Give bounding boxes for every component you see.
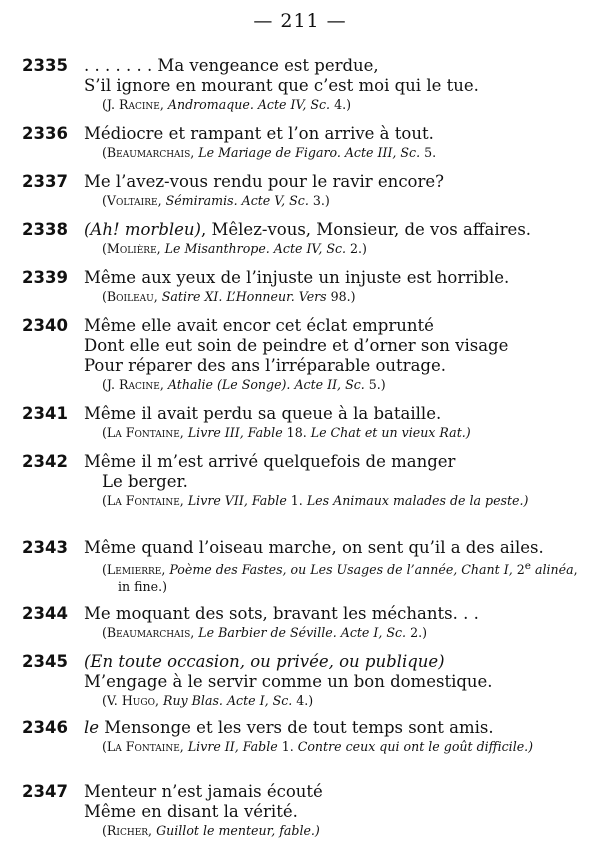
quote-line: Me l’avez-vous rendu pour le ravir encore? (84, 172, 444, 191)
entry-number: 2342 (22, 452, 68, 471)
entry-number: 2344 (22, 604, 68, 623)
entry-number: 2343 (22, 538, 68, 557)
quote-line: . . . . . . . Ma vengeance est perdue, (84, 56, 379, 75)
source-citation: (La Fontaine, Livre III, Fable 18. Le Chat et un vieux Rat.) (102, 425, 471, 440)
quote-line: M’engage à le servir comme un bon domestique. (84, 672, 493, 691)
quote-line: Le berger. (102, 472, 188, 491)
source-citation: (Beaumarchais, Le Barbier de Séville. Acte I, Sc. 2.) (102, 625, 427, 640)
entry-body (84, 220, 586, 257)
page-number: — 211 — (253, 10, 347, 32)
source-citation: (Lemierre, Poème des Fastes, ou Les Usages de l’année, Chant I, 2e alinéa, in fine.) (102, 560, 578, 595)
quote-line: Médiocre et rampant et l’on arrive à tout. (84, 124, 434, 143)
quote-line: (En toute occasion, ou privée, ou publique) (84, 652, 445, 671)
entry-body (84, 782, 586, 839)
entry-number: 2347 (22, 782, 68, 801)
entry-body (84, 268, 586, 305)
entry-number: 2337 (22, 172, 68, 191)
quote-line: Dont elle eut soin de peindre et d’orner son visage (84, 336, 509, 355)
source-citation: (Beaumarchais, Le Mariage de Figaro. Acte III, Sc. 5. (102, 145, 437, 160)
entry-number: 2339 (22, 268, 68, 287)
quote-line: Même quand l’oiseau marche, on sent qu’il a des ailes. (84, 538, 544, 557)
source-citation: (J. Racine, Athalie (Le Songe). Acte II, Sc. 5.) (102, 377, 386, 392)
source-citation: (La Fontaine, Livre II, Fable 1. Contre ceux qui ont le goût difficile.) (102, 739, 534, 754)
entry-body (84, 316, 586, 393)
entry-number: 2346 (22, 718, 68, 737)
entry-body (84, 56, 586, 113)
source-citation: (Richer, Guillot le menteur, fable.) (102, 823, 320, 838)
source-citation: (V. Hugo, Ruy Blas. Acte I, Sc. 4.) (102, 693, 314, 708)
entry-body (84, 604, 586, 641)
entry-number: 2341 (22, 404, 68, 423)
entry-body (84, 652, 586, 709)
quote-line: le Mensonge et les vers de tout temps sont amis. (84, 718, 494, 737)
source-citation: (Molière, Le Misanthrope. Acte IV, Sc. 2.) (102, 241, 367, 256)
quote-line: Même elle avait encor cet éclat emprunté (84, 316, 434, 335)
source-citation: (J. Racine, Andromaque. Acte IV, Sc. 4.) (102, 97, 352, 112)
entry-body (84, 538, 586, 595)
quote-line: Même il m’est arrivé quelquefois de manger (84, 452, 456, 471)
quote-line: Me moquant des sots, bravant les méchants. . . (84, 604, 479, 623)
source-citation: (Boileau, Satire XI. L’Honneur. Vers 98.) (102, 289, 356, 304)
source-citation: (La Fontaine, Livre VII, Fable 1. Les Animaux malades de la peste.) (102, 493, 529, 508)
source-citation: (Voltaire, Sémiramis. Acte V, Sc. 3.) (102, 193, 330, 208)
entry-body (84, 718, 586, 755)
quote-line: Pour réparer des ans l’irréparable outrage. (84, 356, 446, 375)
entry-body (84, 124, 586, 161)
entry-number: 2335 (22, 56, 68, 75)
entry-number: 2336 (22, 124, 68, 143)
entry-number: 2345 (22, 652, 68, 671)
entry-number: 2340 (22, 316, 68, 335)
quote-line: Menteur n’est jamais écouté (84, 782, 323, 801)
entry-body (84, 404, 586, 441)
quote-line: (Ah! morbleu), Mêlez-vous, Monsieur, de vos affaires. (84, 220, 532, 239)
entry-body (84, 172, 586, 209)
entry-body (84, 452, 586, 509)
entry-number: 2338 (22, 220, 68, 239)
quote-line: Même aux yeux de l’injuste un injuste est horrible. (84, 268, 510, 287)
quote-line: S’il ignore en mourant que c’est moi qui le tue. (84, 76, 479, 95)
quote-line: Même en disant la vérité. (84, 802, 298, 821)
quote-line: Même il avait perdu sa queue à la bataille. (84, 404, 442, 423)
